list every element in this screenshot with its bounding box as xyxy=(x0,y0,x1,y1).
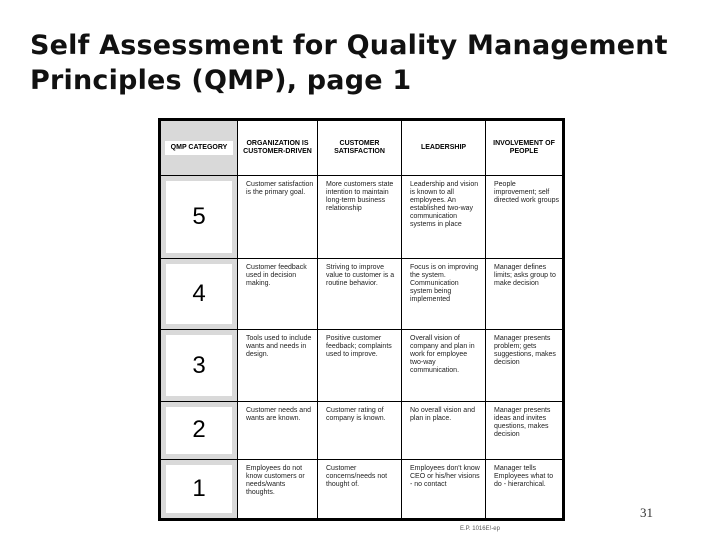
column-header-leadership: LEADERSHIP xyxy=(402,121,486,176)
table-cell: Manager presents problem; gets suggestions, makes decision xyxy=(486,330,563,401)
table-cell: Manager defines limits; asks group to make decision xyxy=(486,259,563,330)
category-level: 2 xyxy=(166,407,232,455)
category-level-cell xyxy=(161,460,238,519)
table-cell: More customers state intention to maintain long-term business relationship xyxy=(318,176,402,259)
table-cell: Customer rating of company is known. xyxy=(318,401,402,460)
category-level-cell xyxy=(161,330,238,401)
table-cell: People improvement; self directed work groups xyxy=(486,176,563,259)
source-note: E.P. 1016E!-ep xyxy=(460,526,500,532)
column-header-customer-driven: ORGANIZATION IS CUSTOMER-DRIVEN xyxy=(238,121,318,176)
category-level: 1 xyxy=(166,465,232,513)
table-cell: Positive customer feedback; complaints used to improve. xyxy=(318,330,402,401)
table-cell: Employees don't know CEO or his/her visions - no contact xyxy=(402,460,486,519)
page-number: 31 xyxy=(640,505,653,520)
table-cell: Focus is on improving the system. Communication system being implemented xyxy=(402,259,486,330)
table-cell: Customer needs and wants are known. xyxy=(238,401,318,460)
column-header-involvement-of-people: INVOLVEMENT OF PEOPLE xyxy=(486,121,563,176)
table-cell: Customer concerns/needs not thought of. xyxy=(318,460,402,519)
column-header-customer-satisfaction: CUSTOMER SATISFACTION xyxy=(318,121,402,176)
table-cell: Tools used to include wants and needs in design. xyxy=(238,330,318,401)
table-cell: Customer feedback used in decision making. xyxy=(238,259,318,330)
table-cell: Manager presents ideas and invites questions, makes decision xyxy=(486,401,563,460)
table-cell: Employees do not know customers or needs/wants thoughts. xyxy=(238,460,318,519)
table-cell: Customer satisfaction is the primary goal. xyxy=(238,176,318,259)
table-row xyxy=(161,330,563,401)
table-cell: Overall vision of company and plan in work for employee two-way communication. xyxy=(402,330,486,401)
table-cell: No overall vision and plan in place. xyxy=(402,401,486,460)
table-row xyxy=(161,401,563,460)
category-level-cell xyxy=(161,259,238,330)
category-level-cell xyxy=(161,176,238,259)
table-cell: Leadership and vision is known to all employees. An established two-way communication systems in place xyxy=(402,176,486,259)
category-level: 3 xyxy=(166,335,232,395)
table-header-row xyxy=(161,121,563,176)
table-row xyxy=(161,460,563,519)
slide-title: Self Assessment for Quality Management Principles (QMP), page 1 xyxy=(30,30,668,96)
category-level-cell xyxy=(161,401,238,460)
category-level: 5 xyxy=(166,181,232,253)
table-cell: Striving to improve value to customer is a routine behavior. xyxy=(318,259,402,330)
table-row xyxy=(161,259,563,330)
qmp-assessment-table xyxy=(158,118,565,521)
category-level: 4 xyxy=(166,264,232,324)
column-header-qmp-category: QMP CATEGORY xyxy=(161,121,238,176)
table-cell: Manager tells Employees what to do - hierarchical. xyxy=(486,460,563,519)
table-row xyxy=(161,176,563,259)
